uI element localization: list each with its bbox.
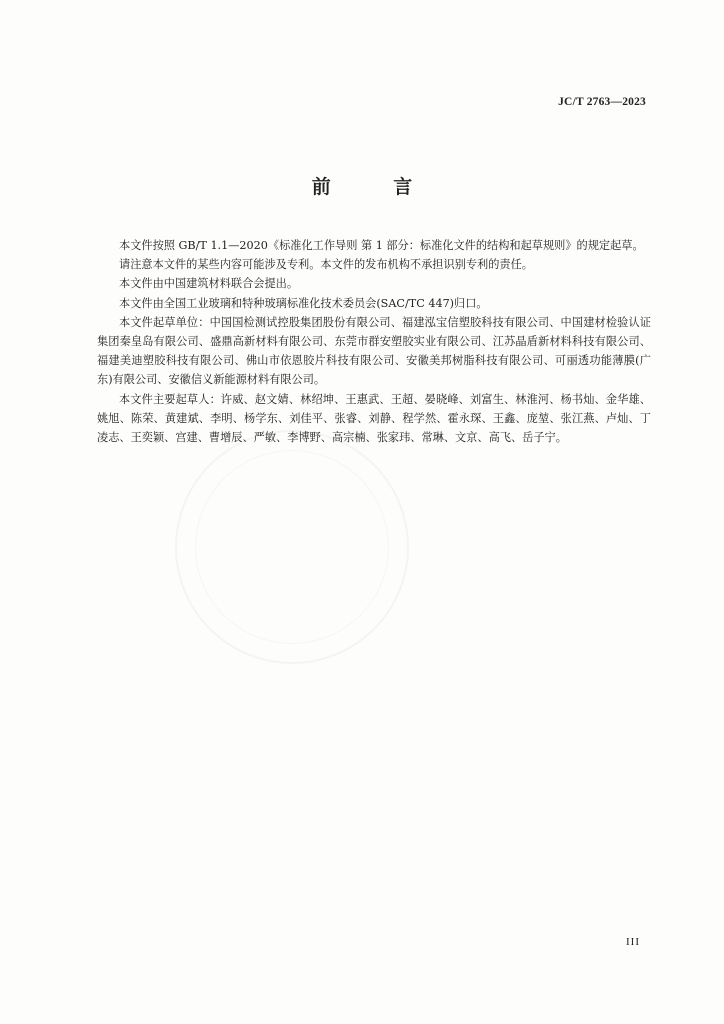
paragraph-drafting-rules: 本文件按照 GB/T 1.1—2020《标准化工作导则 第 1 部分：标准化文件的结构和起草规则》的规定起草。 — [119, 239, 644, 252]
foreword-body — [97, 236, 651, 447]
paragraph-technical-committee: 本文件由全国工业玻璃和特种玻璃标准化技术委员会(SAC/TC 447)归口。 — [119, 296, 488, 310]
page-number: III — [626, 936, 640, 948]
paragraph-proposer: 本文件由中国建筑材料联合会提出。 — [119, 277, 299, 291]
paragraph-drafters: 本文件主要起草人：许威、赵文婧、林绍坤、王惠武、王超、晏晓峰、刘富生、林淮河、杨书灿、金华雄、姚旭、陈荣、黄建斌、李明、杨学东、刘佳平、张睿、刘静、程学然、霍永琛、王鑫、庞堃、张江燕、卢灿、丁凌志、王奕颖、宫建、曹增辰、严敏、李博野、高宗楠、张家玮、常琳、文京、高飞、岳子宁。 — [97, 392, 651, 445]
page-title: 前 言 — [311, 176, 441, 198]
standard-number: JC/T 2763—2023 — [558, 96, 646, 108]
faint-seal-watermark — [175, 430, 409, 664]
paragraph-drafting-units: 本文件起草单位：中国国检测试控股集团股份有限公司、福建泓宝信塑胶科技有限公司、中国建材检验认证集团秦皇岛有限公司、盛鼎高新材料有限公司、东莞市群安塑胶实业有限公司、江苏晶盾新材料科技有限公司、福建美迪塑胶科技有限公司、佛山市依恩胶片科技有限公司、安徽美邦树脂科技有限公司、可丽透功能薄膜(广东)有限公司、安徽信义新能源材料有限公司。 — [97, 315, 651, 387]
paragraph-patent-notice: 请注意本文件的某些内容可能涉及专利。本文件的发布机构不承担识别专利的责任。 — [119, 258, 533, 272]
